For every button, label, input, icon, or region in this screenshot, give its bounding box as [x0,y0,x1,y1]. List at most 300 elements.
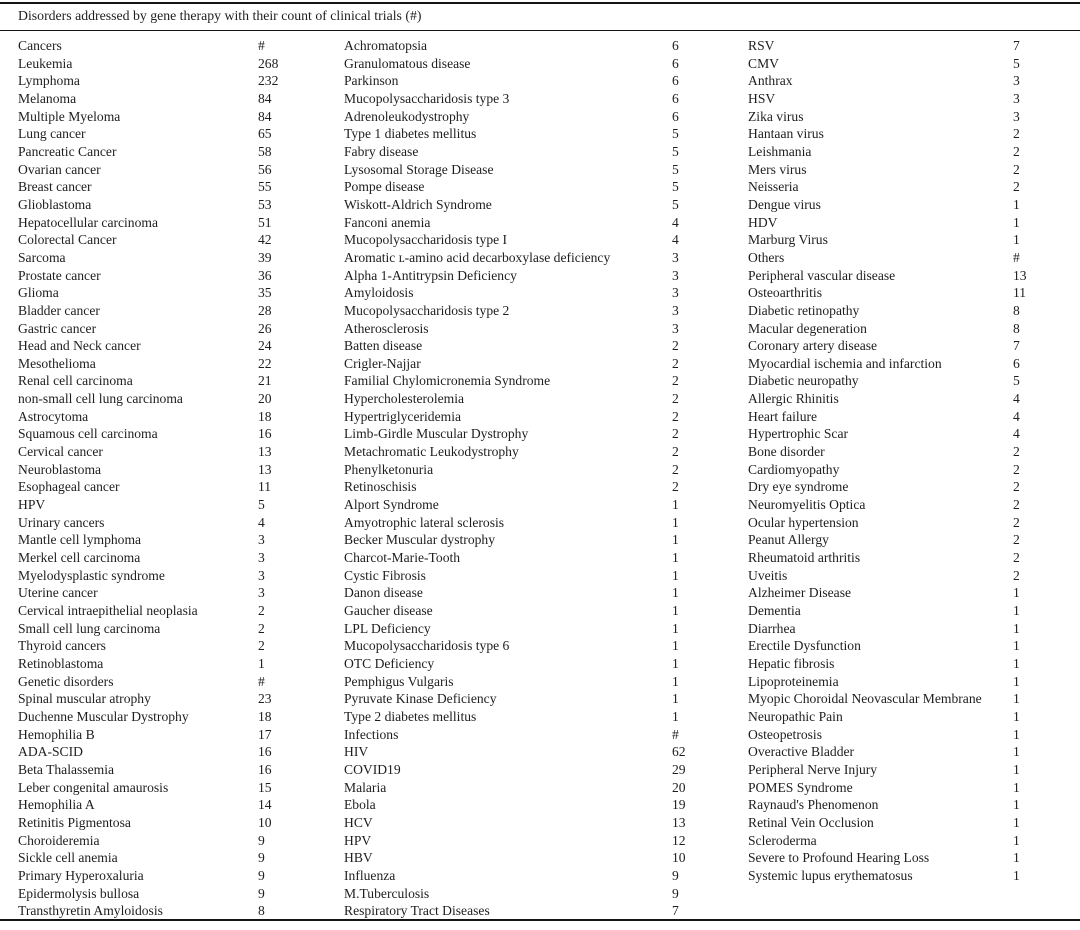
table-bottom-rule [0,919,1080,921]
disorder-name: Mucopolysaccharidosis type I [344,232,508,248]
trial-count: 5 [1013,373,1020,389]
table-row [18,673,345,691]
table-row [748,779,1070,797]
disorder-name: Small cell lung carcinoma [18,620,161,636]
trial-count: 1 [1013,691,1020,707]
disorder-name: Retinoblastoma [18,655,104,671]
disorder-name: Multiple Myeloma [18,108,121,124]
disorder-name: Dry eye syndrome [748,479,849,495]
disorder-name: Neuromyelitis Optica [748,497,866,513]
disorder-name: Anthrax [748,73,793,89]
table-row [748,372,1070,390]
disorder-name: Others [748,249,785,265]
disorder-name: Amyotrophic lateral sclerosis [344,514,505,530]
disorder-name: POMES Syndrome [748,779,853,795]
disorder-name: Astrocytoma [18,408,89,424]
table-row [18,143,345,161]
disorder-name: COVID19 [344,761,401,777]
table-row [18,337,345,355]
disorder-name: CMV [748,55,779,71]
table-row [344,708,748,726]
trial-count: 3 [1013,108,1020,124]
disorder-name: Peanut Allergy [748,532,829,548]
table-row [748,55,1070,73]
table-row [344,461,748,479]
table-row [18,567,345,585]
table-row [748,514,1070,532]
table-row [748,37,1070,55]
table-row [748,832,1070,850]
trial-count: 7 [672,903,679,919]
trial-count: 3 [258,532,265,548]
trial-count: 2 [1013,567,1020,583]
trial-count: 13 [258,444,272,460]
trial-count: 2 [672,444,679,460]
table-row [344,567,748,585]
column-group-2 [344,37,748,920]
disorder-name: Pemphigus Vulgaris [344,673,454,689]
disorder-name: Neuroblastoma [18,461,102,477]
table-row [344,125,748,143]
disorder-name: Spinal muscular atrophy [18,691,151,707]
trial-count: 2 [672,426,679,442]
table-row [748,567,1070,585]
trial-count: 3 [1013,73,1020,89]
trial-count: 6 [672,55,679,71]
disorder-name: Rheumatoid arthritis [748,550,861,566]
table-row [344,108,748,126]
trial-count: 3 [672,249,679,265]
table-row [344,620,748,638]
table-row [18,425,345,443]
disorder-name: Wiskott-Aldrich Syndrome [344,196,492,212]
trial-count: 5 [1013,55,1020,71]
table-body [0,37,1080,920]
disorder-name: Bladder cancer [18,302,100,318]
table-row [344,143,748,161]
disorder-name: Raynaud's Phenomenon [748,797,879,813]
trial-count: 16 [258,426,272,442]
trial-count: 1 [1013,620,1020,636]
trial-count: 3 [672,267,679,283]
table-row [344,867,748,885]
table-row [344,849,748,867]
disorder-name: Alport Syndrome [344,497,439,513]
table-row [344,478,748,496]
disorder-name: Head and Neck cancer [18,338,141,354]
trial-count: 42 [258,232,272,248]
disorder-name: Myelodysplastic syndrome [18,567,165,583]
trial-count: 1 [1013,655,1020,671]
trial-count: 51 [258,214,272,230]
trial-count: 8 [1013,302,1020,318]
table-row [18,320,345,338]
table-header-rule [0,30,1080,31]
trial-count: 13 [258,461,272,477]
trial-count: 1 [672,567,679,583]
table-top-rule [0,2,1080,4]
table-row [18,885,345,903]
disorder-name: Retinitis Pigmentosa [18,814,131,830]
trial-count: 5 [672,143,679,159]
disorder-name: Parkinson [344,73,399,89]
disorder-name: Mucopolysaccharidosis type 2 [344,302,510,318]
trial-count: 39 [258,249,272,265]
disorder-name: Urinary cancers [18,514,105,530]
table-row [18,443,345,461]
table-row [748,214,1070,232]
trial-count: 2 [1013,179,1020,195]
trial-count: 1 [672,708,679,724]
disorder-name: Osteoarthritis [748,285,822,301]
disorder-name: Limb-Girdle Muscular Dystrophy [344,426,529,442]
disorder-name: Amyloidosis [344,285,414,301]
disorder-name: Hemophilia A [18,797,95,813]
table-row [344,196,748,214]
trial-count: 1 [1013,673,1020,689]
trial-count: 8 [258,903,265,919]
table-row [344,214,748,232]
table-row [344,496,748,514]
table-row [18,655,345,673]
table-row [748,249,1070,267]
trial-count: 3 [258,550,265,566]
table-row [748,726,1070,744]
table-row [18,902,345,920]
table-row [18,620,345,638]
table-row [344,72,748,90]
trial-count: 1 [1013,867,1020,883]
trial-count: 1 [1013,726,1020,742]
disorder-name: Colorectal Cancer [18,232,117,248]
trial-count: 2 [1013,444,1020,460]
table-row [344,249,748,267]
table-row [748,602,1070,620]
table-row [748,425,1070,443]
table-row [18,867,345,885]
disorder-name: Genetic disorders [18,673,114,689]
disorder-name: Aromatic ʟ-amino acid decarboxylase deficiency [344,249,611,265]
table-row [18,214,345,232]
disorder-name: HSV [748,90,776,106]
trial-count: 53 [258,196,272,212]
trial-count: 2 [672,338,679,354]
trial-count: 6 [672,73,679,89]
disorder-name: Hypertriglyceridemia [344,408,462,424]
table-row [18,390,345,408]
disorder-name: Dementia [748,603,801,618]
trial-count: 2 [1013,532,1020,548]
disorder-name: Adrenoleukodystrophy [344,108,470,124]
disorder-name: Gaucher disease [344,603,433,618]
disorder-name: Glioma [18,285,59,301]
disorder-name: Influenza [344,867,396,883]
trial-count: 18 [258,408,272,424]
trial-count: 26 [258,320,272,336]
trial-count: 8 [1013,320,1020,336]
trial-count: 4 [258,514,265,530]
disorder-name: Sarcoma [18,249,66,265]
disorder-name: Neisseria [748,179,799,195]
trial-count: # [1013,249,1020,265]
disorder-name: Batten disease [344,338,423,354]
trial-count: 24 [258,338,272,354]
table-row [18,478,345,496]
table-row [18,72,345,90]
trial-count: 4 [1013,426,1020,442]
trial-count: 1 [1013,761,1020,777]
table-row [748,320,1070,338]
trial-count: 9 [258,885,265,901]
trial-count: 232 [258,73,279,89]
disorder-name: HPV [344,832,372,848]
disorder-name: Ebola [344,797,376,813]
table-row [18,690,345,708]
table-row [748,355,1070,373]
disorder-name: Becker Muscular dystrophy [344,532,496,548]
disorder-name: Renal cell carcinoma [18,373,133,389]
disorder-name: Thyroid cancers [18,638,106,654]
table-row [18,531,345,549]
disorder-name: HIV [344,744,369,760]
disorder-name: Sickle cell anemia [18,850,118,866]
trial-count: 14 [258,797,272,813]
disorder-name: Infections [344,726,399,742]
table-row [748,849,1070,867]
trial-count: 36 [258,267,272,283]
trial-count: 7 [1013,338,1020,354]
disorder-name: HDV [748,214,778,230]
table-row [344,602,748,620]
disorder-name: RSV [748,38,775,53]
disorder-name: Respiratory Tract Diseases [344,903,490,919]
disorder-name: Diarrhea [748,620,796,636]
disorder-name: Uterine cancer [18,585,98,601]
disorder-name: Mers virus [748,161,807,177]
disorder-name: Danon disease [344,585,423,601]
disorder-name: Systemic lupus erythematosus [748,867,913,883]
table-row [18,514,345,532]
disorder-name: Hepatocellular carcinoma [18,214,159,230]
trial-count: 1 [1013,585,1020,601]
table-row [18,372,345,390]
trial-count: 5 [672,179,679,195]
disorder-name: Phenylketonuria [344,461,434,477]
disorder-name: Overactive Bladder [748,744,855,760]
trial-count: 18 [258,708,272,724]
trial-count: 1 [1013,232,1020,248]
table-row [18,726,345,744]
table-row [18,408,345,426]
disorder-name: Bone disorder [748,444,825,460]
table-row [748,814,1070,832]
trial-count: 2 [258,603,265,618]
table-row [748,284,1070,302]
trial-count: 6 [672,108,679,124]
trial-count: 55 [258,179,272,195]
trial-count: 2 [1013,550,1020,566]
table-row [18,267,345,285]
table-row [18,832,345,850]
trial-count: 12 [672,832,686,848]
table-row [344,885,748,903]
table-title: Disorders addressed by gene therapy with their count of clinical trials (#) [18,8,422,23]
table-row [748,549,1070,567]
disorder-name: Cervical intraepithelial neoplasia [18,603,198,618]
disorder-name: Retinal Vein Occlusion [748,814,874,830]
trial-count: 28 [258,302,272,318]
disorder-name: Heart failure [748,408,818,424]
table-row [344,178,748,196]
table-row [748,743,1070,761]
trial-count: 2 [1013,161,1020,177]
table-row [344,584,748,602]
trial-count: 56 [258,161,272,177]
table-row [344,55,748,73]
trial-count: 62 [672,744,686,760]
trial-count: 2 [258,638,265,654]
trial-count: 1 [1013,832,1020,848]
disorder-name: Zika virus [748,108,804,124]
disorder-name: Myocardial ischemia and infarction [748,355,942,371]
disorder-name: Leukemia [18,55,73,71]
table-row [18,249,345,267]
disorder-name: M.Tuberculosis [344,885,430,901]
trial-count: 4 [672,214,679,230]
table-row [344,355,748,373]
disorder-name: Mantle cell lymphoma [18,532,142,548]
trial-count: 3 [258,585,265,601]
disorder-name: Pyruvate Kinase Deficiency [344,691,497,707]
table-row [748,478,1070,496]
disorder-name: Cystic Fibrosis [344,567,426,583]
trial-count: 3 [672,302,679,318]
table-row [18,231,345,249]
trial-count: 1 [672,550,679,566]
disorder-name: Hemophilia B [18,726,95,742]
disorder-name: Granulomatous disease [344,55,471,71]
table-row [748,72,1070,90]
table-row [18,37,345,55]
table-row [344,320,748,338]
trial-count: 2 [672,355,679,371]
disorder-name: Diabetic retinopathy [748,302,860,318]
trial-count: 1 [258,655,265,671]
trial-count: 2 [672,373,679,389]
disorder-name: Gastric cancer [18,320,97,336]
disorder-name: HPV [18,497,46,513]
disorder-name: HBV [344,850,373,866]
table-row [748,761,1070,779]
table-row [18,779,345,797]
trial-count: 2 [258,620,265,636]
table-row [748,673,1070,691]
trial-count: 1 [672,585,679,601]
disorder-name: Retinoschisis [344,479,417,495]
disorder-name: Type 2 diabetes mellitus [344,708,477,724]
table-row [18,55,345,73]
disorder-name: Mucopolysaccharidosis type 6 [344,638,510,654]
disorder-name: Hypercholesterolemia [344,391,465,407]
table-row [18,178,345,196]
trial-count: 268 [258,55,279,71]
table-row [344,796,748,814]
trial-count: 2 [1013,514,1020,530]
trial-count: 23 [258,691,272,707]
table-row [344,231,748,249]
table-row [344,90,748,108]
trial-count: 1 [1013,214,1020,230]
trial-count: 4 [1013,408,1020,424]
disorder-name: Peripheral Nerve Injury [748,761,878,777]
disorder-name: Crigler-Najjar [344,355,421,371]
disorder-name: Peripheral vascular disease [748,267,896,283]
trial-count: 5 [672,126,679,142]
trial-count: # [258,673,265,689]
disorder-name: Lipoproteinemia [748,673,839,689]
table-row [18,708,345,726]
disorder-name: Choroideremia [18,832,100,848]
trial-count: 1 [1013,797,1020,813]
table-row [748,443,1070,461]
trial-count: 19 [672,797,686,813]
disorder-name: Macular degeneration [748,320,867,336]
disorder-name: Charcot-Marie-Tooth [344,550,461,566]
table-row [18,125,345,143]
table-row [748,108,1070,126]
table-row [344,425,748,443]
table-row [344,761,748,779]
disorder-name: Cancers [18,38,62,53]
table-row [18,108,345,126]
table-row [748,90,1070,108]
disorder-name: Diabetic neuropathy [748,373,859,389]
disorder-name: Severe to Profound Hearing Loss [748,850,930,866]
disorder-name: Mucopolysaccharidosis type 3 [344,90,510,106]
trial-count: 6 [672,90,679,106]
disorder-name: Hypertrophic Scar [748,426,849,442]
table-row [344,390,748,408]
table-row [748,708,1070,726]
disorder-name: Uveitis [748,567,788,583]
trial-count: 84 [258,90,272,106]
trial-count: 21 [258,373,272,389]
table-row [344,779,748,797]
table-row [18,496,345,514]
disorder-name: Leishmania [748,143,812,159]
trial-count: 1 [672,497,679,513]
trial-count: 9 [672,867,679,883]
table-row [748,231,1070,249]
trial-count: 3 [672,285,679,301]
table-row [18,637,345,655]
trial-count: 1 [1013,850,1020,866]
disorder-name: Alpha 1-Antitrypsin Deficiency [344,267,517,283]
trial-count: 1 [672,638,679,654]
trial-count: 6 [1013,355,1020,371]
disorder-name: Allergic Rhinitis [748,391,839,407]
table-row [748,461,1070,479]
trial-count: 1 [1013,744,1020,760]
trial-count: 10 [672,850,686,866]
trial-count: 2 [1013,497,1020,513]
table-row [748,408,1070,426]
trial-count: 1 [1013,638,1020,654]
trial-count: 6 [672,38,679,53]
trial-count: 1 [1013,708,1020,724]
disorder-name: Pompe disease [344,179,425,195]
disorder-name: Mesothelioma [18,355,96,371]
